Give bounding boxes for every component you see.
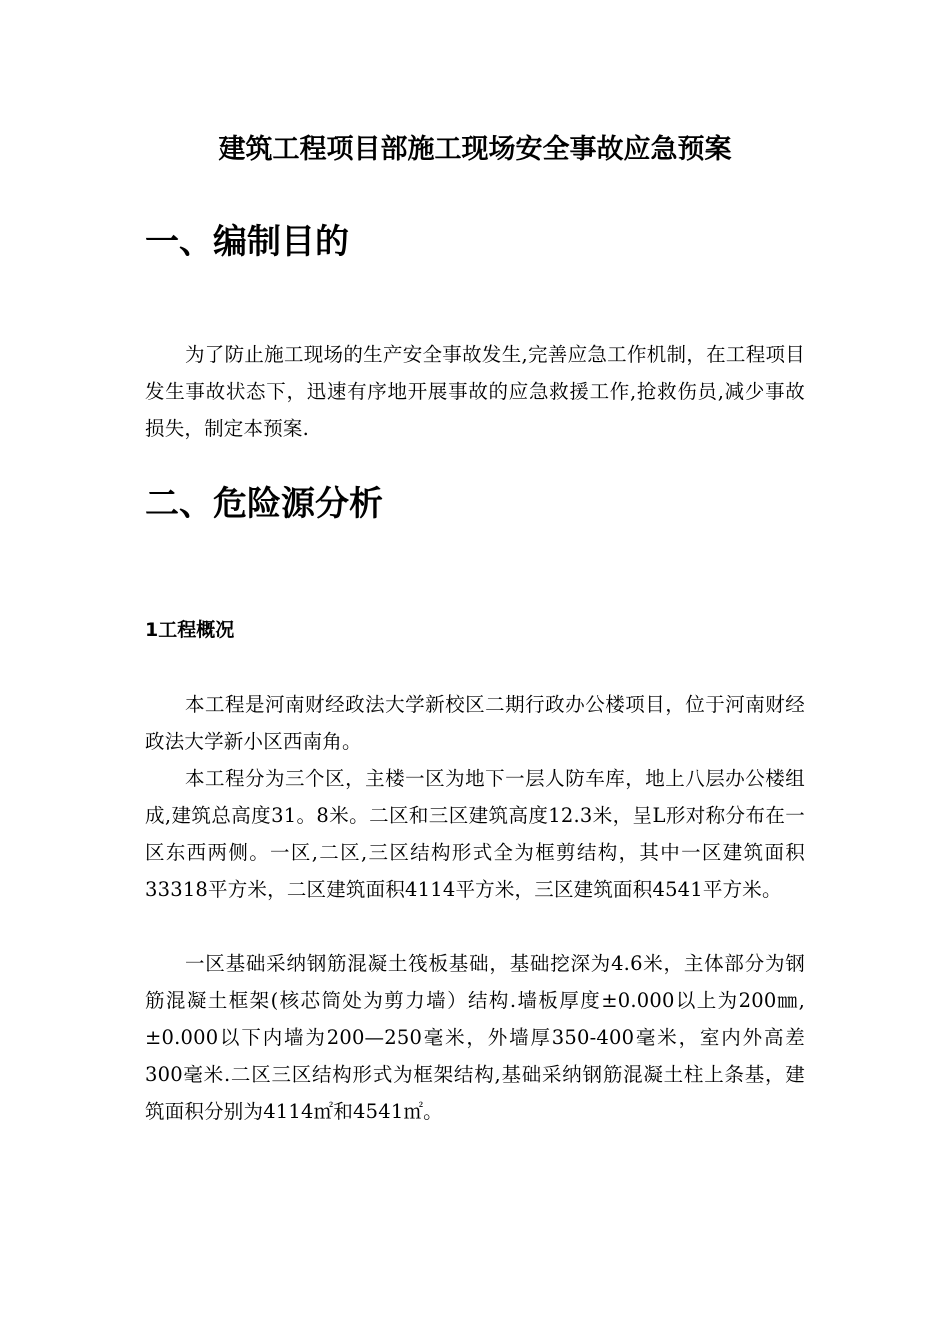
document-title: 建筑工程项目部施工现场安全事故应急预案 [218,134,732,165]
subsection-heading-project-overview: 1工程概况 [145,619,235,641]
purpose-paragraph: 为了防止施工现场的生产安全事故发生,完善应急工作机制，在工程项目发生事故状态下，迅速有序地开展事故的应急救援工作,抢救伤员,减少事故损失，制定本预案. [145,343,805,440]
overview-paragraph-zones: 本工程分为三个区，主楼一区为地下一层人防车库，地上八层办公楼组成,建筑总高度31。8米。二区和三区建筑高度12.3米，呈L形对称分布在一区东西两侧。一区,二区,三区结构形式全为框剪结构，其中一区建筑面积33318平方米，二区建筑面积4114平方米，三区建筑面积4541平方米。 [145,767,805,901]
section-heading-hazard-analysis: 二、危险源分析 [145,484,383,524]
overview-paragraph-location: 本工程是河南财经政法大学新校区二期行政办公楼项目，位于河南财经政法大学新小区西南角。 [145,693,805,753]
overview-paragraph-structure: 一区基础采纳钢筋混凝土筏板基础，基础挖深为4.6米，主体部分为钢筋混凝土框架(核芯筒处为剪力墙）结构.墙板厚度±0.000以上为200㎜,±0.000以下内墙为200—250毫米，外墙厚350-400毫米，室内外高差300毫米.二区三区结构形式为框架结构,基础采纳钢筋混凝土柱上条基，建筑面积分别为4114㎡和4541㎡。 [145,952,805,1123]
section-heading-purpose: 一、编制目的 [145,222,349,262]
